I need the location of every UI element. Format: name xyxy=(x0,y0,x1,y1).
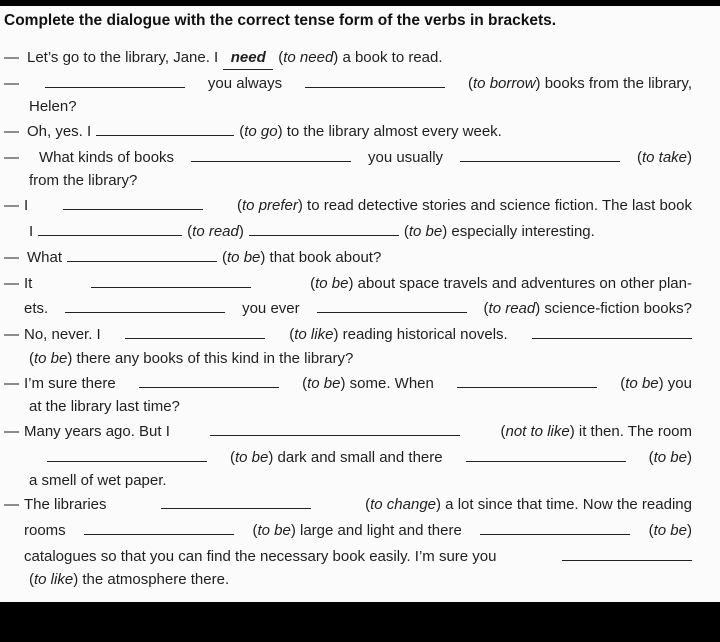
dialogue-line-9: — What (to be) that book about? xyxy=(4,247,692,269)
answer-blank[interactable] xyxy=(466,448,626,462)
exercise-title: Complete the dialogue with the correct tense form of the verbs in brackets. xyxy=(4,12,557,29)
answer-blank[interactable] xyxy=(47,448,207,462)
dialogue-line-21: catalogues so that you can find the necessary book easily. I’m sure you xyxy=(4,546,692,568)
dialogue-line-18: a smell of wet paper. xyxy=(29,472,167,489)
answer-blank[interactable] xyxy=(480,521,630,535)
answer-blank[interactable] xyxy=(249,222,399,236)
dash: — xyxy=(4,75,19,92)
dialogue-line-6: from the library? xyxy=(29,172,138,189)
worksheet-page xyxy=(0,6,720,602)
dialogue-line-16: — Many years ago. But I (not to like) it then. The room xyxy=(4,423,692,440)
answer-blank[interactable] xyxy=(67,248,217,262)
answer-blank[interactable] xyxy=(45,74,185,88)
dialogue-line-4: — Oh, yes. I (to go) to the library almost every week. xyxy=(4,121,692,143)
answer-blank[interactable] xyxy=(84,521,234,535)
dialogue-line-14: — I’m sure there (to be) some. When (to be) you xyxy=(4,375,692,392)
answer-blank[interactable] xyxy=(460,148,620,162)
dialogue-line-13: (to be) there any books of this kind in the library? xyxy=(29,350,354,367)
dialogue-line-10: — It (to be) about space travels and adventures on other plan- xyxy=(4,275,692,292)
answer-blank[interactable] xyxy=(161,495,311,509)
answer-blank[interactable] xyxy=(562,547,692,561)
answer-blank[interactable] xyxy=(63,196,203,210)
dialogue-line-11: ets. you ever (to read) science-fiction books? xyxy=(24,300,692,317)
dash: — xyxy=(4,249,19,266)
dash: — xyxy=(4,123,19,140)
dialogue-line-7: — I (to prefer) to read detective stories and science fiction. The last book xyxy=(4,197,692,214)
dialogue-line-2: — you always (to borrow) books from the library, xyxy=(4,73,692,95)
dialogue-line-17: (to be) dark and small and there (to be) xyxy=(4,447,692,469)
answer-blank[interactable] xyxy=(139,374,279,388)
dialogue-line-8: I (to read) (to be) especially interesting. xyxy=(29,223,595,240)
dash: — xyxy=(4,149,19,166)
answer-blank[interactable] xyxy=(532,325,692,339)
answer-blank[interactable] xyxy=(457,374,597,388)
dialogue-line-19: — The libraries (to change) a lot since that time. Now the reading xyxy=(4,496,692,513)
answer-blank[interactable] xyxy=(65,299,225,313)
dialogue-line-20: rooms (to be) large and light and there (to be) xyxy=(24,522,692,539)
bottom-black-border xyxy=(0,602,720,642)
dash: — xyxy=(4,49,19,66)
answer-blank[interactable] xyxy=(91,274,251,288)
answer-blank[interactable] xyxy=(317,299,467,313)
answer-blank-1[interactable]: need xyxy=(223,47,273,70)
answer-blank[interactable] xyxy=(210,422,460,436)
answer-blank[interactable] xyxy=(305,74,445,88)
dialogue-line-5: — What kinds of books you usually (to take) xyxy=(4,147,692,169)
answer-blank[interactable] xyxy=(125,325,265,339)
answer-blank[interactable] xyxy=(191,148,351,162)
dialogue-line-22: (to like) the atmosphere there. xyxy=(29,571,230,588)
dialogue-line-3: Helen? xyxy=(29,98,77,115)
answer-blank[interactable] xyxy=(38,222,182,236)
answer-blank[interactable] xyxy=(96,122,234,136)
dialogue-line-1: — Let’s go to the library, Jane. I need (to need) a book to read. xyxy=(4,47,692,69)
dialogue-line-12: — No, never. I (to like) reading historical novels. xyxy=(4,324,692,346)
dialogue-line-15: at the library last time? xyxy=(29,398,180,415)
